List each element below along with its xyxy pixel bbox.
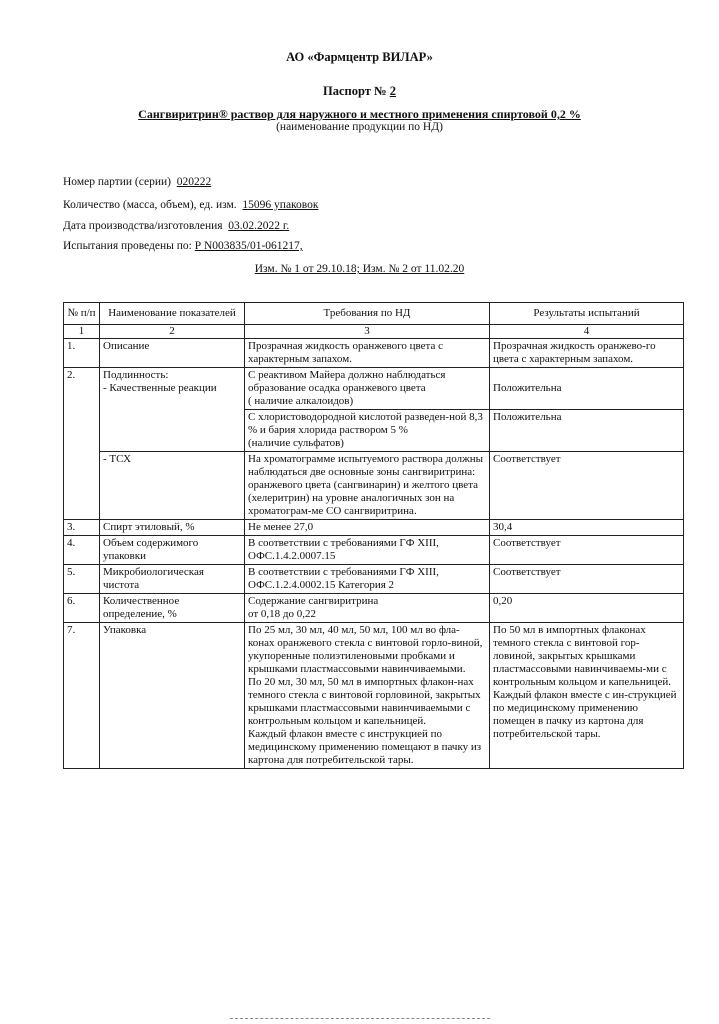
table-row — [64, 339, 684, 368]
row-req: Содержание сангвиритрина от 0,18 до 0,22 — [245, 594, 490, 623]
row-name: Количественное определение, % — [100, 594, 245, 623]
quantity-line — [63, 199, 319, 211]
row-res: Соответствует — [490, 536, 684, 565]
header-req: Требования по НД — [245, 303, 490, 325]
passport-label: Паспорт № — [323, 84, 390, 98]
row-num: 4. — [64, 536, 100, 565]
col-number-1: 1 — [64, 325, 100, 339]
header-num: № п/п — [64, 303, 100, 325]
results-table — [63, 302, 684, 769]
row-num: 1. — [64, 339, 100, 368]
header-res: Результаты испытаний — [490, 303, 684, 325]
row-req: Не менее 27,0 — [245, 520, 490, 536]
scan-edge-divider — [230, 1018, 490, 1019]
col-number-4: 4 — [490, 325, 684, 339]
table-row — [64, 368, 684, 410]
row-req: С хлористоводородной кислотой разведен-ной 8,3 % и бария хлорида раствором 5 % (наличие сульфатов) — [245, 410, 490, 452]
company-title: АО «Фармцентр ВИЛАР» — [286, 50, 433, 64]
row-num: 2. — [64, 368, 100, 520]
tested-value: Р N003835/01-061217, — [194, 240, 303, 252]
row-req: В соответствии с требованиями ГФ XIII, ОФС.1.4.2.0007.15 — [245, 536, 490, 565]
quantity-value: 15096 упаковок — [242, 199, 319, 211]
row-name: Подлинность: - Качественные реакции — [100, 368, 245, 452]
row-res: Прозрачная жидкость оранжево-го цвета с характерным запахом. — [490, 339, 684, 368]
batch-value: 020222 — [176, 176, 212, 188]
row-name: Упаковка — [100, 623, 245, 769]
table-row — [64, 594, 684, 623]
batch-label: Номер партии (серии) — [63, 176, 171, 188]
table-row — [64, 565, 684, 594]
row-name: Объем содержимого упаковки — [100, 536, 245, 565]
passport-number: 2 — [389, 84, 396, 98]
header-name: Наименование показателей — [100, 303, 245, 325]
passport-title — [0, 84, 719, 99]
row-req: С реактивом Майера должно наблюдаться образование осадка оранжевого цвета ( наличие алкалоидов) — [245, 368, 490, 410]
product-name: Сангвиритрин® раствор для наружного и местного применения спиртовой 0,2 % — [138, 107, 581, 121]
tested-line — [63, 240, 303, 252]
row-req: В соответствии с требованиями ГФ XIII, ОФС.1.2.4.0002.15 Категория 2 — [245, 565, 490, 594]
row-res: Положительна — [490, 368, 684, 410]
date-value: 03.02.2022 г. — [228, 220, 290, 232]
row-res: Положительна — [490, 410, 684, 452]
col-number-2: 2 — [100, 325, 245, 339]
row-num: 3. — [64, 520, 100, 536]
row-req: На хроматограмме испытуемого раствора должны наблюдаться две основные зоны сангвиритрина: оранжевого цвета (сангвинарин) и желтого цвета (хелеритрин) на уровне аналогичных зон на хроматограм-ме СО сангвиритрина. — [245, 452, 490, 520]
row-req: Прозрачная жидкость оранжевого цвета с характерным запахом. — [245, 339, 490, 368]
row-name: Описание — [100, 339, 245, 368]
table-row — [64, 623, 684, 769]
table-row — [64, 520, 684, 536]
row-num: 5. — [64, 565, 100, 594]
row-res: Соответствует — [490, 452, 684, 520]
row-req: По 25 мл, 30 мл, 40 мл, 50 мл, 100 мл во фла-конах оранжевого стекла с винтовой горло-виной, укупоренные полиэтиленовыми пробками и крышками пластмассовыми навинчиваемыми. По 20 мл, 30 мл, 50 мл в импортных флакон-нах темного стекла с винтовой горловиной, закрытых крышками пластмассовыми навинчиваемыми с контрольным кольцом и капельницей. Каждый флакон вместе с инструкцией по медицинскому применению помещают в пачку из картона для потребительской тары. — [245, 623, 490, 769]
quantity-label: Количество (масса, объем), ед. изм. — [63, 199, 237, 211]
batch-line — [63, 176, 211, 188]
col-number-3: 3 — [245, 325, 490, 339]
row-name: Спирт этиловый, % — [100, 520, 245, 536]
row-name: - ТСХ — [100, 452, 245, 520]
row-name: Микробиологическая чистота — [100, 565, 245, 594]
row-res: По 50 мл в импортных флаконах темного стекла с винтовой гор-ловиной, закрытых крышками пластмассовыми навинчиваемы-ми с контрольным кольцом и капельницей. Каждый флакон вместе с ин-струкцией по медицинскому применению помещен в пачку из картона для потребительской тары. — [490, 623, 684, 769]
table-row — [64, 536, 684, 565]
date-label: Дата производства/изготовления — [63, 220, 223, 232]
table-row — [64, 452, 684, 520]
tested-label: Испытания проведены по: — [63, 240, 192, 252]
row-res: Соответствует — [490, 565, 684, 594]
column-number-row — [64, 325, 684, 339]
row-res: 30,4 — [490, 520, 684, 536]
date-line — [63, 220, 289, 232]
changes-line: Изм. № 1 от 29.10.18; Изм. № 2 от 11.02.20 — [254, 263, 465, 275]
table-header-row — [64, 303, 684, 325]
row-num: 7. — [64, 623, 100, 769]
row-res: 0,20 — [490, 594, 684, 623]
row-num: 6. — [64, 594, 100, 623]
product-caption: (наименование продукции по НД) — [276, 121, 443, 133]
